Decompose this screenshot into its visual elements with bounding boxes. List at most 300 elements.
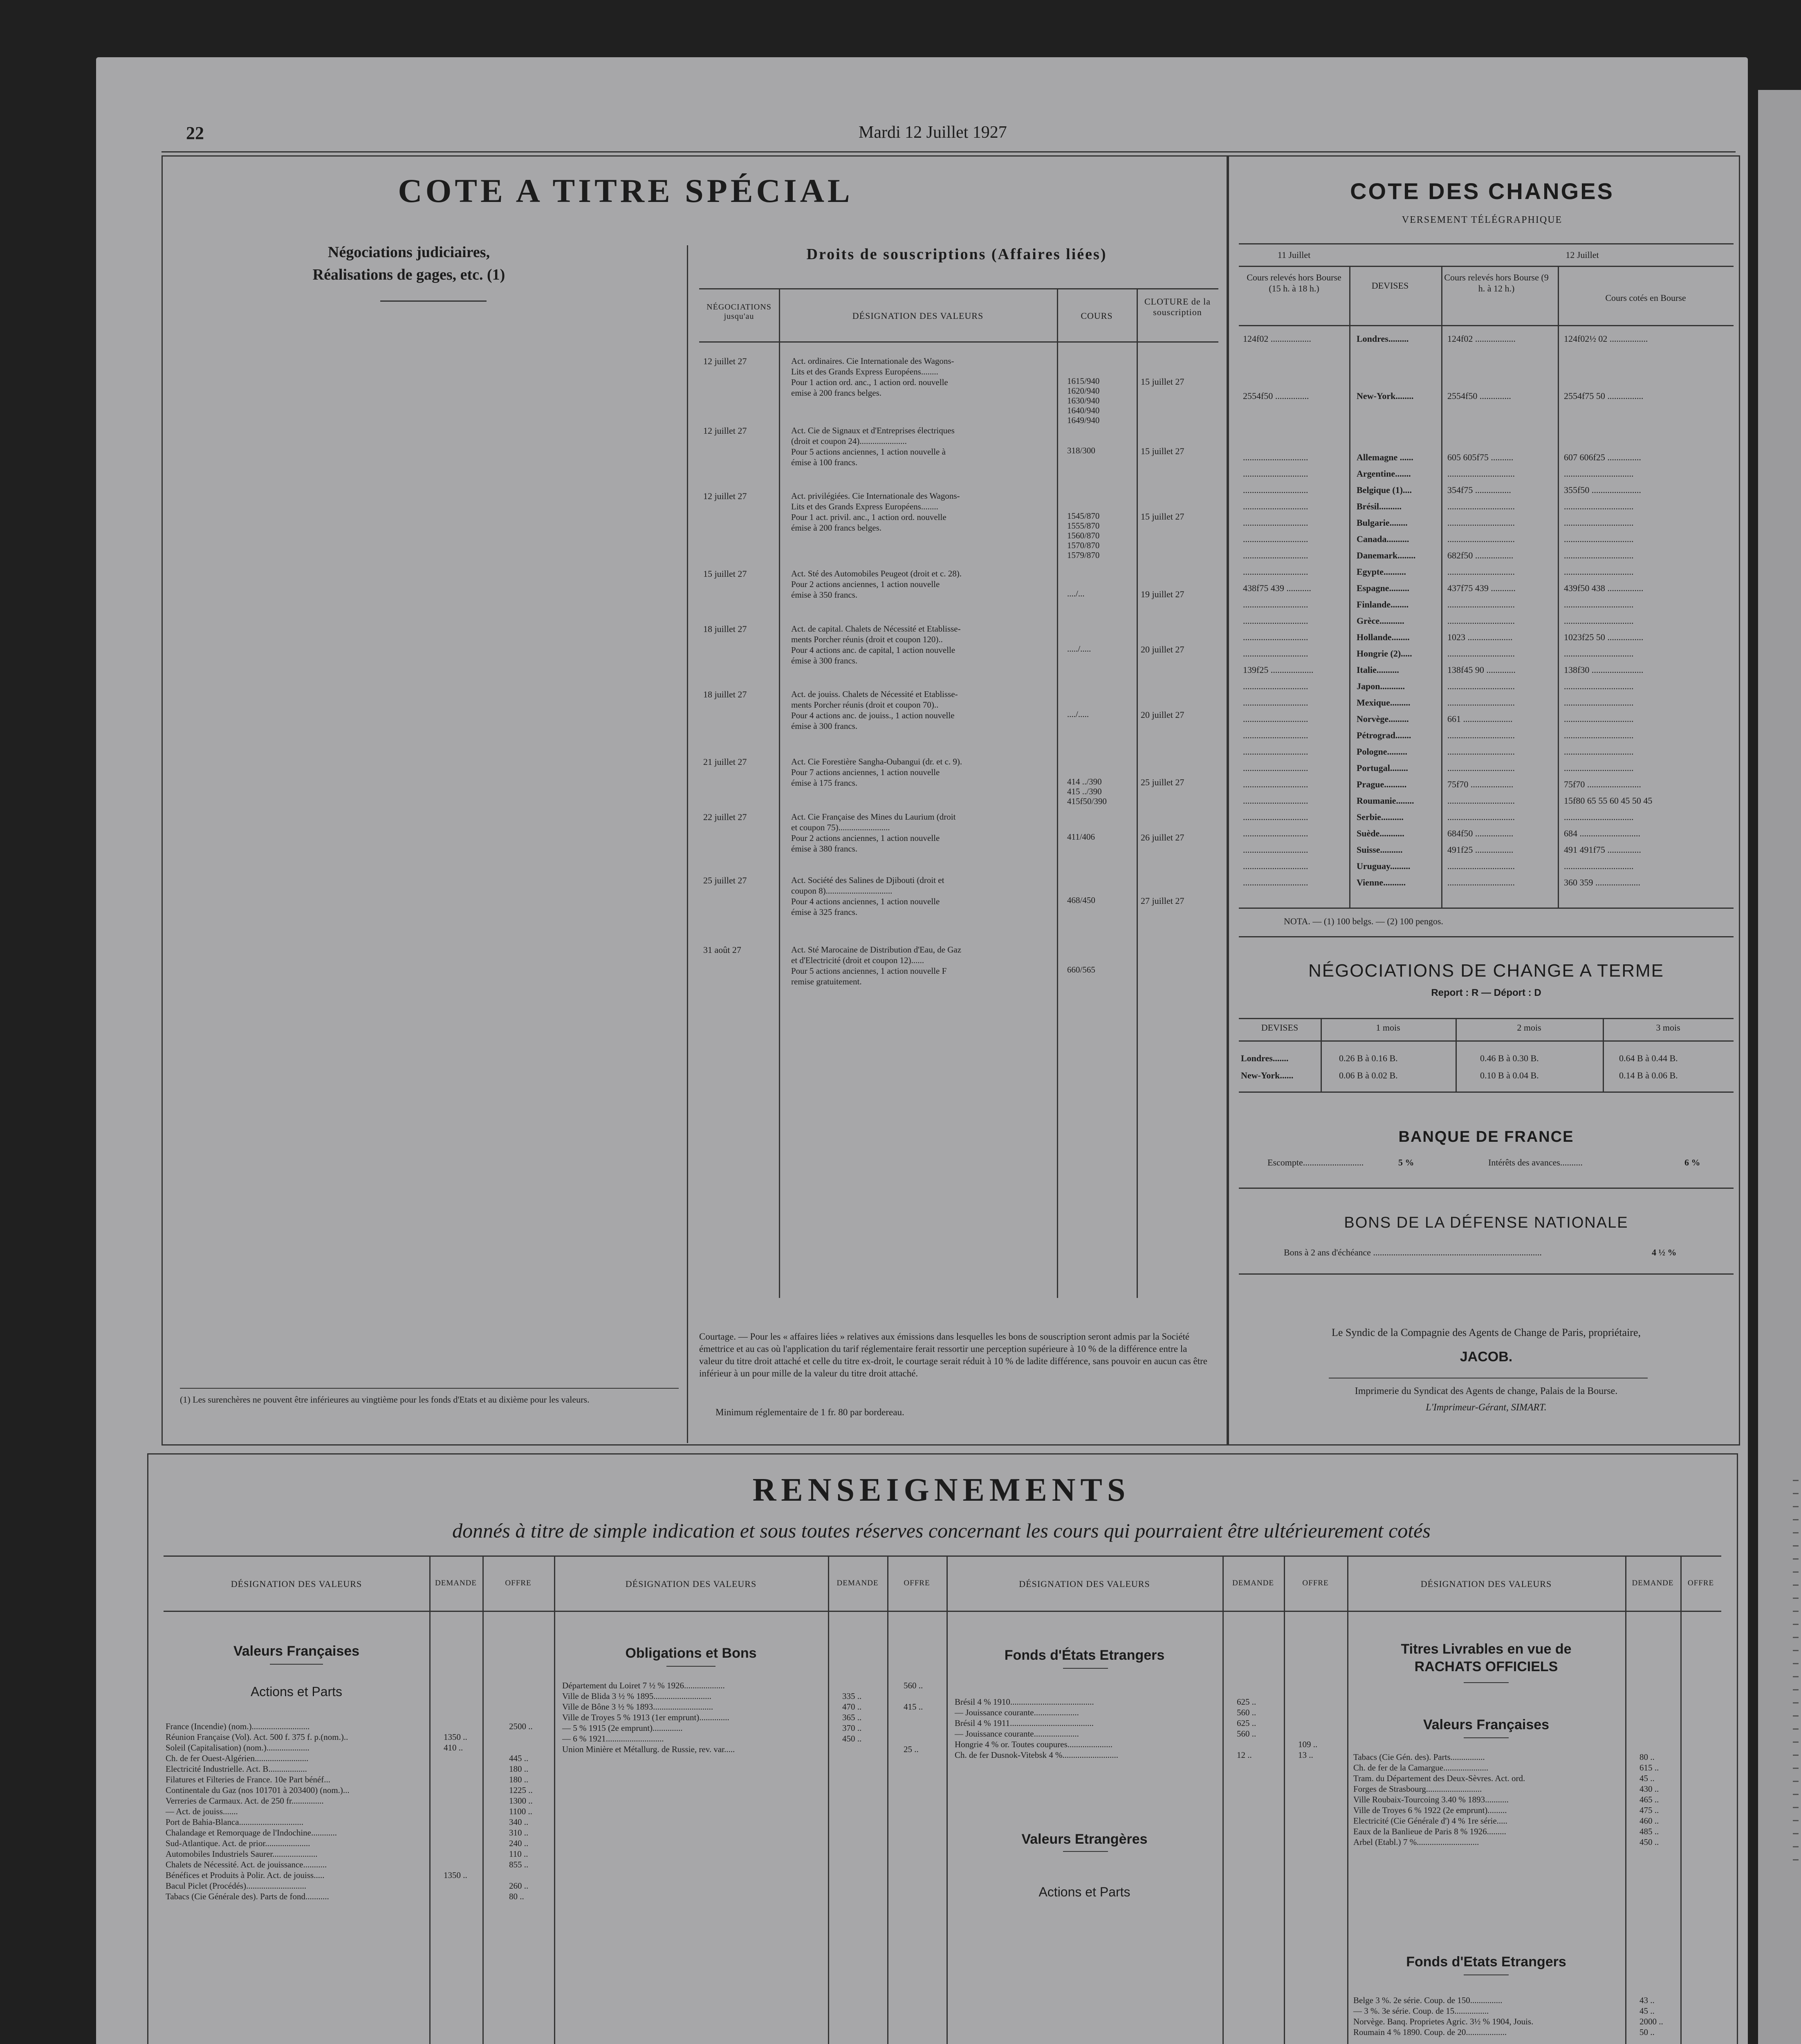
header-rule: [161, 151, 1736, 152]
ren-col4-row2-demande: 50 ..: [1640, 2027, 1655, 2037]
fx-row-right: 2554f75 50 ................: [1564, 391, 1644, 401]
ren-col3-row-demande: 12 ..: [1237, 1750, 1252, 1760]
fx-row-left: .............................: [1243, 796, 1308, 806]
fx-row-right: 355f50 ......................: [1564, 485, 1641, 495]
fx-row-right: ...............................: [1564, 501, 1634, 511]
ren-col4-row-demande: 460 ..: [1640, 1816, 1659, 1826]
fx-row-mid: ..............................: [1447, 567, 1515, 577]
droits-row-date: 18 juillet 27: [703, 689, 747, 699]
ren-col3-rule-a: [1222, 1555, 1224, 2044]
ren-col1-row-name: France (Incendie) (nom.)...........................: [166, 1721, 310, 1731]
ren-col1-demande: DEMANDE: [435, 1579, 477, 1587]
fx-row-mid: 2554f50 ..............: [1447, 391, 1511, 401]
droits-row-designation: Act. privilégiées. Cie Internationale des Wagons- Lits et des Grands Express Européens........ Pour 1 act. privil. anc., 1 action ord. nouvelle émise à 200 francs belges.: [791, 491, 960, 533]
ren-col4-demande: DEMANDE: [1632, 1579, 1674, 1587]
edge-mark: [1793, 1781, 1799, 1782]
droits-col-negociations: NÉGOCIATIONS jusqu'au: [706, 303, 772, 321]
edge-mark: [1793, 1846, 1799, 1847]
judicial-heading-1: Négociations judiciaires,: [327, 244, 490, 261]
terme-col-rule-1: [1321, 1018, 1322, 1091]
terme-row-3mois: 0.64 B à 0.44 B.: [1619, 1053, 1678, 1063]
fx-row-left: .............................: [1243, 714, 1308, 724]
ren-col1-row-name: Filatures et Filteries de France. 10e Part bénéf...: [166, 1775, 330, 1784]
fx-row-mid: 1023 ....................: [1447, 632, 1513, 642]
fx-row-devise: Italie..........: [1357, 665, 1399, 675]
fx-row-mid: ..............................: [1447, 796, 1515, 806]
ren-col1-row-offre: 310 ..: [509, 1828, 529, 1838]
ren-col1-row-demande: 1350 ..: [444, 1732, 467, 1742]
fx-row-devise: Belgique (1)....: [1357, 485, 1412, 495]
fx-row-right: ...............................: [1564, 746, 1634, 757]
changes-header-rule: [1239, 325, 1734, 326]
ren-col4-row-name: Ch. de fer de la Camargue.....................: [1353, 1763, 1489, 1773]
fx-row-right: ...............................: [1564, 763, 1634, 773]
fx-row-left: .............................: [1243, 468, 1308, 479]
syndic-name: JACOB.: [1460, 1349, 1513, 1365]
ren-col4-heading-rule: [1464, 1682, 1509, 1683]
droits-row-cloture: 26 juillet 27: [1141, 832, 1184, 843]
edge-mark: [1793, 1506, 1799, 1507]
ren-col1-row-offre: 2500 ..: [509, 1721, 533, 1731]
edge-mark: [1793, 1794, 1799, 1795]
ren-col2-row-name: Ville de Blida 3 ½ % 1895...........................: [562, 1691, 712, 1701]
fx-row-left: .............................: [1243, 730, 1308, 740]
ren-col3-row-offre: 13 ..: [1298, 1750, 1313, 1760]
ren-col4-heading2-rule: [1464, 1737, 1509, 1738]
terme-header-rule: [1239, 1040, 1734, 1042]
fx-row-devise: Bulgarie........: [1357, 518, 1408, 528]
ren-col3-row-name: — Jouissance courante.....................: [955, 1708, 1079, 1717]
fx-row-mid: 491f25 .................: [1447, 845, 1514, 855]
ren-col4-row2-name: Norvège. Banq. Proprietes Agric. 3½ % 1904, Jouis.: [1353, 2017, 1534, 2026]
fx-row-devise: Egypte..........: [1357, 567, 1406, 577]
droits-row-cours: ..../...: [1067, 589, 1085, 598]
ren-col1-row-offre: 240 ..: [509, 1838, 529, 1848]
fx-row-devise: Brésil..........: [1357, 501, 1402, 511]
droits-row-cours: 1615/940 1620/940 1630/940 1640/940 1649/940: [1067, 376, 1100, 425]
fx-row-right: ...............................: [1564, 681, 1634, 691]
edge-mark: [1793, 1545, 1799, 1546]
terme-row-devise: Londres.......: [1241, 1053, 1289, 1063]
ren-col1-row-offre: 1225 ..: [509, 1785, 533, 1795]
ren-col3-row-demande: 560 ..: [1237, 1729, 1256, 1739]
fx-row-right: ...............................: [1564, 518, 1634, 528]
fx-row-right: ...............................: [1564, 468, 1634, 479]
fx-row-mid: ..............................: [1447, 648, 1515, 659]
changes-table-top: [1239, 243, 1734, 244]
droits-col-designation: DÉSIGNATION DES VALEURS: [852, 311, 984, 321]
droits-row-cloture: 15 juillet 27: [1141, 511, 1184, 522]
changes-col-left: Cours relevés hors Bourse (15 h. à 18 h.): [1247, 272, 1341, 294]
fx-row-mid: 138f45 90 .............: [1447, 665, 1516, 675]
fx-row-mid: 684f50 .................: [1447, 828, 1514, 838]
edge-mark: [1793, 1598, 1799, 1599]
fx-row-devise: Danemark........: [1357, 550, 1416, 560]
fx-row-left: .............................: [1243, 599, 1308, 610]
fx-row-left: .............................: [1243, 485, 1308, 495]
ren-col1-row-name: Continentale du Gaz (nos 101701 à 203400) (nom.)...: [166, 1785, 350, 1795]
ren-col4-row-name: Arbel (Etabl.) 7 %.............................: [1353, 1837, 1479, 1847]
edge-mark: [1793, 1663, 1799, 1664]
droits-row-date: 15 juillet 27: [703, 569, 747, 579]
ren-col1-row-offre: 855 ..: [509, 1860, 529, 1869]
fx-row-mid: ..............................: [1447, 877, 1515, 888]
edge-mark: [1793, 1807, 1799, 1808]
droits-col-rule-1: [779, 288, 780, 1298]
edge-mark: [1793, 1650, 1799, 1651]
ren-col4-row2-demande: 2000 ..: [1640, 2017, 1663, 2026]
fx-row-left: 438f75 439 ...........: [1243, 583, 1311, 593]
droits-row-cloture: 27 juillet 27: [1141, 896, 1184, 906]
ren-col3-row-demande: 560 ..: [1237, 1708, 1256, 1717]
fx-row-devise: Suisse..........: [1357, 845, 1403, 855]
renseignements-title: RENSEIGNEMENTS: [752, 1472, 1130, 1508]
banque-title: BANQUE DE FRANCE: [1398, 1128, 1574, 1145]
fx-row-devise: Espagne.........: [1357, 583, 1409, 593]
ren-col1-offre: OFFRE: [505, 1579, 532, 1587]
terme-col-rule-3: [1603, 1018, 1604, 1091]
ren-col4-row-name: Tram. du Département des Deux-Sèvres. Act. ord.: [1353, 1773, 1525, 1783]
ren-col1-row-offre: 1300 ..: [509, 1796, 533, 1806]
ren-col1-row-name: Bacul Piclet (Procédés)............................: [166, 1881, 307, 1891]
fx-row-right: 684 ...........................: [1564, 828, 1640, 838]
ren-col2-designation: DÉSIGNATION DES VALEURS: [625, 1579, 757, 1589]
fx-row-devise: Hongrie (2).....: [1357, 648, 1412, 659]
fx-row-right: 1023f25 50 ................: [1564, 632, 1644, 642]
judicial-heading-2: Réalisations de gages, etc. (1): [312, 266, 505, 283]
edge-mark: [1793, 1571, 1799, 1573]
ren-col1-row-offre: 260 ..: [509, 1881, 529, 1891]
ren-col2-rule-b: [887, 1555, 888, 2044]
fx-row-right: ...............................: [1564, 567, 1634, 577]
droits-row-date: 12 juillet 27: [703, 491, 747, 501]
droits-row-cloture: 19 juillet 27: [1141, 589, 1184, 599]
fx-row-left: 2554f50 ...............: [1243, 391, 1309, 401]
edge-mark: [1793, 1689, 1799, 1690]
changes-nota: NOTA. — (1) 100 belgs. — (2) 100 pengos.: [1284, 916, 1443, 926]
changes-date-left: 11 Juillet: [1277, 250, 1311, 260]
fx-row-devise: Canada..........: [1357, 534, 1409, 544]
edge-mark: [1793, 1755, 1799, 1756]
page-number: 22: [186, 123, 204, 143]
fx-row-mid: ..............................: [1447, 730, 1515, 740]
cote-titre-title: COTE A TITRE SPÉCIAL: [398, 172, 853, 209]
ren-col4-row2-name: Belge 3 %. 2e série. Coup. de 150...............: [1353, 1995, 1503, 2005]
droits-row-date: 21 juillet 27: [703, 757, 747, 767]
fx-row-left: .............................: [1243, 452, 1308, 462]
ren-col3-heading2: Valeurs Etrangères: [1021, 1831, 1148, 1847]
fx-row-left: .............................: [1243, 697, 1308, 708]
ren-col1-row-offre: 110 ..: [509, 1849, 528, 1859]
ren-col4-row-name: Electricité (Cie Générale d') 4 % 1re série.....: [1353, 1816, 1507, 1826]
ren-col2-row-demande: 335 ..: [842, 1691, 862, 1701]
ren-col1-row-name: Verreries de Carmaux. Act. de 250 fr...............: [166, 1796, 324, 1806]
edge-mark: [1793, 1728, 1799, 1730]
heading-underline: [380, 300, 487, 302]
ren-col2-row-demande: 370 ..: [842, 1723, 862, 1733]
terme-col-1: 1 mois: [1376, 1022, 1400, 1033]
ren-col1-heading-rule: [270, 1664, 323, 1665]
escompte-label: Escompte...........................: [1267, 1157, 1364, 1168]
edge-mark: [1793, 1676, 1799, 1677]
ren-col4-row-demande: 485 ..: [1640, 1827, 1659, 1836]
ren-col1-row-offre: 80 ..: [509, 1892, 524, 1901]
fx-row-devise: Argentine.......: [1357, 468, 1411, 479]
ren-col1-row-name: Port de Bahia-Blanca..............................: [166, 1817, 304, 1827]
droits-row-cours: ...../.....: [1067, 644, 1091, 654]
ren-col4-row2-name: — 3 %. 3e série. Coup. de 15................: [1353, 2006, 1489, 2016]
changes-col-devises: DEVISES: [1371, 280, 1409, 291]
fx-row-mid: ..............................: [1447, 518, 1515, 528]
ren-col3-row-name: Brésil 4 % 1911.......................................: [955, 1718, 1094, 1728]
ren-col2-row-offre: 560 ..: [904, 1681, 923, 1690]
edge-mark: [1793, 1624, 1799, 1625]
droits-row-cloture: 15 juillet 27: [1141, 377, 1184, 387]
changes-subtitle: VERSEMENT TÉLÉGRAPHIQUE: [1402, 215, 1563, 225]
fx-row-devise: Prague..........: [1357, 779, 1407, 789]
fx-row-mid: 437f75 439 ...........: [1447, 583, 1516, 593]
ren-col4-rule-a: [1625, 1555, 1626, 2044]
ren-col3-heading: Fonds d'États Etrangers: [1004, 1647, 1165, 1663]
droits-table-header-rule: [699, 341, 1218, 343]
droits-table-top: [699, 288, 1218, 289]
ren-col1-row-offre: 180 ..: [509, 1775, 529, 1784]
bons-rule: [1239, 1273, 1734, 1275]
interets-value: 6 %: [1684, 1157, 1700, 1168]
ren-col1-row-offre: 180 ..: [509, 1764, 529, 1774]
terme-row-devise: New-York......: [1241, 1070, 1294, 1080]
fx-row-devise: Grèce...........: [1357, 616, 1404, 626]
droits-row-cours: 318/300: [1067, 446, 1095, 455]
ren-col1-row-name: Chalandage et Remorquage de l'Indochine............: [166, 1828, 337, 1838]
fx-row-mid: ..............................: [1447, 812, 1515, 822]
droits-row-cours: 411/406: [1067, 832, 1095, 842]
renseignements-subtitle: donnés à titre de simple indication et sous toutes réserves concernant les cours qui pourraient être ultérieurement cotés: [452, 1519, 1431, 1542]
fx-row-devise: Vienne..........: [1357, 877, 1406, 888]
fx-row-devise: Pétrograd.......: [1357, 730, 1411, 740]
ren-col-sep-1: [554, 1555, 555, 2044]
ren-col4-row-demande: 45 ..: [1640, 1773, 1655, 1783]
changes-col-rule-2: [1441, 266, 1442, 908]
ren-col1-row-name: Chalets de Nécessité. Act. de jouissance...........: [166, 1860, 327, 1869]
fx-row-mid: ..............................: [1447, 599, 1515, 610]
fx-row-devise: Finlande........: [1357, 599, 1409, 610]
fx-row-left: .............................: [1243, 845, 1308, 855]
edge-mark: [1793, 1702, 1799, 1703]
ren-col4-row-demande: 80 ..: [1640, 1752, 1655, 1762]
ren-col1-row-name: Electricité Industrielle. Act. B..................: [166, 1764, 307, 1774]
edge-mark: [1793, 1585, 1799, 1586]
fx-row-right: 439f50 438 ................: [1564, 583, 1644, 593]
ren-col1-row-offre: 445 ..: [509, 1753, 529, 1763]
edge-mark: [1793, 1519, 1799, 1520]
ren-col4-row-name: Tabacs (Cie Gén. des). Parts................: [1353, 1752, 1485, 1762]
page-date: Mardi 12 Juillet 1927: [859, 123, 1007, 142]
ren-col1-row-name: Soleil (Capitalisation) (nom.)....................: [166, 1743, 310, 1753]
next-page-edge: [1758, 90, 1801, 2044]
ren-col4-row-demande: 450 ..: [1640, 1837, 1659, 1847]
ren-col3-row-demande: 625 ..: [1237, 1718, 1256, 1728]
fx-row-right: 360 359 ....................: [1564, 877, 1640, 888]
ren-col4-row-name: Ville Roubaix-Tourcoing 3.40 % 1893...........: [1353, 1795, 1509, 1804]
droits-row-designation: Act. Sté des Automobiles Peugeot (droit et c. 28). Pour 2 actions anciennes, 1 action nouvelle émise à 350 francs.: [791, 569, 962, 600]
terme-title: NÉGOCIATIONS DE CHANGE A TERME: [1308, 961, 1664, 981]
edge-mark: [1793, 1820, 1799, 1821]
ren-col2-row-name: Union Minière et Métallurg. de Russie, rev. var.....: [562, 1744, 735, 1754]
ren-col4-row2-name: Roumain 4 % 1890. Coup. de 20...................: [1353, 2027, 1507, 2037]
fx-row-mid: ..............................: [1447, 763, 1515, 773]
edge-mark: [1793, 1558, 1799, 1560]
fx-row-right: ...............................: [1564, 534, 1634, 544]
fx-row-left: 124f02 ..................: [1243, 334, 1311, 344]
droits-row-date: 22 juillet 27: [703, 812, 747, 822]
fx-row-right: ...............................: [1564, 550, 1634, 560]
fx-row-devise: Japon...........: [1357, 681, 1405, 691]
fx-row-mid: 682f50 .................: [1447, 550, 1514, 560]
fx-row-devise: Norvège.........: [1357, 714, 1409, 724]
terme-col-3: 3 mois: [1656, 1022, 1680, 1033]
ren-col1-row-name: Réunion Française (Vol). Act. 500 f. 375 f. p.(nom.)..: [166, 1732, 348, 1742]
ren-col4-row-demande: 615 ..: [1640, 1763, 1659, 1773]
fx-row-mid: ..............................: [1447, 501, 1515, 511]
fx-row-mid: 124f02 ..................: [1447, 334, 1516, 344]
fx-row-mid: ..............................: [1447, 616, 1515, 626]
ren-col4-row2-demande: 45 ..: [1640, 2006, 1655, 2016]
ren-col4-heading-1: Titres Livrables en vue de: [1401, 1641, 1572, 1657]
fx-row-left: .............................: [1243, 812, 1308, 822]
ren-col4-row-name: Forges de Strasbourg..........................: [1353, 1784, 1482, 1794]
ren-col1-rule-b: [482, 1555, 484, 2044]
ren-col2-row-offre: 415 ..: [904, 1702, 923, 1712]
droits-row-date: 31 août 27: [703, 945, 741, 955]
ren-col1-subheading: Actions et Parts: [250, 1684, 343, 1699]
ren-col4-row-name: Ville de Troyes 6 % 1922 (2e emprunt).........: [1353, 1805, 1507, 1815]
edge-mark: [1793, 1480, 1799, 1481]
fx-row-devise: New-York........: [1357, 391, 1414, 401]
droits-row-designation: Act. ordinaires. Cie Internationale des Wagons- Lits et des Grands Express Européens........ Pour 1 action ord. anc., 1 action ord. nouvelle emise à 200 francs belges.: [791, 356, 954, 398]
fx-row-mid: ..............................: [1447, 697, 1515, 708]
fx-row-right: 75f70 ........................: [1564, 779, 1641, 789]
fx-row-mid: ..............................: [1447, 861, 1515, 871]
droits-row-cours: 468/450: [1067, 895, 1095, 905]
ren-col3-row-offre: 109 ..: [1298, 1739, 1318, 1749]
ren-col3-row-demande: 625 ..: [1237, 1697, 1256, 1707]
ren-col1-heading: Valeurs Françaises: [233, 1643, 360, 1659]
fx-row-left: .............................: [1243, 632, 1308, 642]
droits-row-designation: Act. Société des Salines de Djibouti (droit et coupon 8)............................... Pour 4 actions anciennes, 1 action nouvelle émise à 325 francs.: [791, 875, 944, 917]
ren-col3-rule-b: [1284, 1555, 1285, 2044]
ren-col2-heading: Obligations et Bons: [625, 1645, 757, 1661]
ren-col4-row-name: Eaux de la Banlieue de Paris 8 % 1926.........: [1353, 1827, 1506, 1836]
droits-row-cloture: 15 juillet 27: [1141, 446, 1184, 456]
ren-col2-row-name: — 5 % 1915 (2e emprunt)..............: [562, 1723, 683, 1733]
ren-col2-row-name: — 6 % 1921...........................: [562, 1734, 664, 1744]
edge-mark: [1793, 1768, 1799, 1769]
edge-mark: [1793, 1741, 1799, 1743]
fx-row-mid: 605 605f75 ..........: [1447, 452, 1514, 462]
fx-row-left: .............................: [1243, 567, 1308, 577]
fx-row-right: ...............................: [1564, 730, 1634, 740]
syndic-line: Le Syndic de la Compagnie des Agents de Change de Paris, propriétaire,: [1332, 1327, 1641, 1338]
fx-row-left: .............................: [1243, 518, 1308, 528]
column-divider: [687, 245, 688, 1443]
ren-col2-row-demande: 365 ..: [842, 1712, 862, 1722]
droits-title: Droits de souscriptions (Affaires liées): [806, 246, 1107, 263]
ren-col3-row-name: Hongrie 4 % or. Toutes coupures.....................: [955, 1739, 1113, 1749]
fx-row-left: .............................: [1243, 501, 1308, 511]
droits-row-designation: Act. Cie de Signaux et d'Entreprises électriques (droit et coupon 24)...................... Pour 5 actions anciennes, 1 action nouvelle à émise à 100 francs.: [791, 426, 955, 467]
ren-col1-row-offre: 1100 ..: [509, 1806, 532, 1816]
bons-label: Bons à 2 ans d'échéance ...........................................................................: [1284, 1247, 1542, 1257]
ren-col1-designation: DÉSIGNATION DES VALEURS: [231, 1579, 362, 1589]
droits-row-cloture: 20 juillet 27: [1141, 644, 1184, 654]
droits-col-rule-3: [1137, 288, 1138, 1298]
ren-col3-demande: DEMANDE: [1232, 1579, 1274, 1587]
droits-row-cours: 660/565: [1067, 965, 1095, 975]
ren-col2-row-name: Ville de Troyes 5 % 1913 (1er emprunt)..............: [562, 1712, 729, 1722]
terme-table-top: [1239, 1018, 1734, 1019]
terme-row-1mois: 0.26 B à 0.16 B.: [1339, 1053, 1398, 1063]
edge-mark: [1793, 1532, 1799, 1533]
fx-row-right: 607 606f25 ...............: [1564, 452, 1641, 462]
droits-col-cloture: CLOTURE de la souscription: [1144, 296, 1211, 317]
ren-table-top: [164, 1555, 1721, 1557]
ren-col1-row-name: Automobiles Industriels Saurer.....................: [166, 1849, 318, 1859]
edge-mark: [1793, 1859, 1799, 1860]
ren-header-rule: [164, 1611, 1721, 1612]
ren-col1-rule-a: [429, 1555, 431, 2044]
ren-col-sep-2: [946, 1555, 948, 2044]
ren-col4-heading3: Fonds d'Etats Etrangers: [1406, 1954, 1566, 1970]
bons-value: 4 ½ %: [1652, 1247, 1677, 1257]
fx-row-devise: Hollande........: [1357, 632, 1410, 642]
ren-col1-row-name: Ch. de fer Ouest-Algérien.........................: [166, 1753, 309, 1763]
ren-col1-row-demande: 1350 ..: [444, 1870, 467, 1880]
droits-row-designation: Act. Cie Forestière Sangha-Oubangui (dr. et c. 9). Pour 7 actions anciennes, 1 action nouvelle émise à 175 francs.: [791, 757, 962, 788]
fx-row-left: .............................: [1243, 616, 1308, 626]
fx-row-left: .............................: [1243, 877, 1308, 888]
terme-subtitle: Report : R — Déport : D: [1431, 987, 1541, 998]
fx-row-right: ...............................: [1564, 648, 1634, 659]
fx-row-left: .............................: [1243, 828, 1308, 838]
ren-col4-designation: DÉSIGNATION DES VALEURS: [1420, 1579, 1552, 1589]
droits-row-cours: 414 ../390 415 ../390 415f50/390: [1067, 777, 1107, 806]
changes-title: COTE DES CHANGES: [1350, 178, 1614, 204]
banque-rule: [1239, 1188, 1734, 1189]
ren-col4-row-demande: 430 ..: [1640, 1784, 1659, 1794]
terme-table-bottom: [1239, 1091, 1734, 1093]
fx-row-right: 138f30 .......................: [1564, 665, 1644, 675]
fx-row-left: .............................: [1243, 681, 1308, 691]
droits-row-date: 18 juillet 27: [703, 624, 747, 634]
edge-mark: [1793, 1493, 1799, 1494]
droits-row-designation: Act. de jouiss. Chalets de Nécessité et Etablisse- ments Porcher réunis (droit et coupon 70).. Pour 4 actions anc. de jouiss., 1 action nouvelle émise à 300 francs.: [791, 689, 958, 731]
changes-col-right: Cours cotés en Bourse: [1605, 293, 1686, 303]
fx-row-mid: ..............................: [1447, 681, 1515, 691]
fx-row-mid: ..............................: [1447, 468, 1515, 479]
fx-row-devise: Mexique.........: [1357, 697, 1411, 708]
fx-row-mid: 661 ......................: [1447, 714, 1513, 724]
ren-col1-row-offre: 340 ..: [509, 1817, 529, 1827]
fx-row-devise: Serbie..........: [1357, 812, 1404, 822]
ren-col-sep-3: [1347, 1555, 1348, 2044]
fx-row-mid: ..............................: [1447, 746, 1515, 757]
ren-col3-subheading2: Actions et Parts: [1038, 1885, 1130, 1899]
droits-row-cloture: 20 juillet 27: [1141, 710, 1184, 720]
droits-row-cours: ..../.....: [1067, 709, 1089, 719]
fx-row-left: .............................: [1243, 779, 1308, 789]
ren-col2-demande: DEMANDE: [837, 1579, 879, 1587]
